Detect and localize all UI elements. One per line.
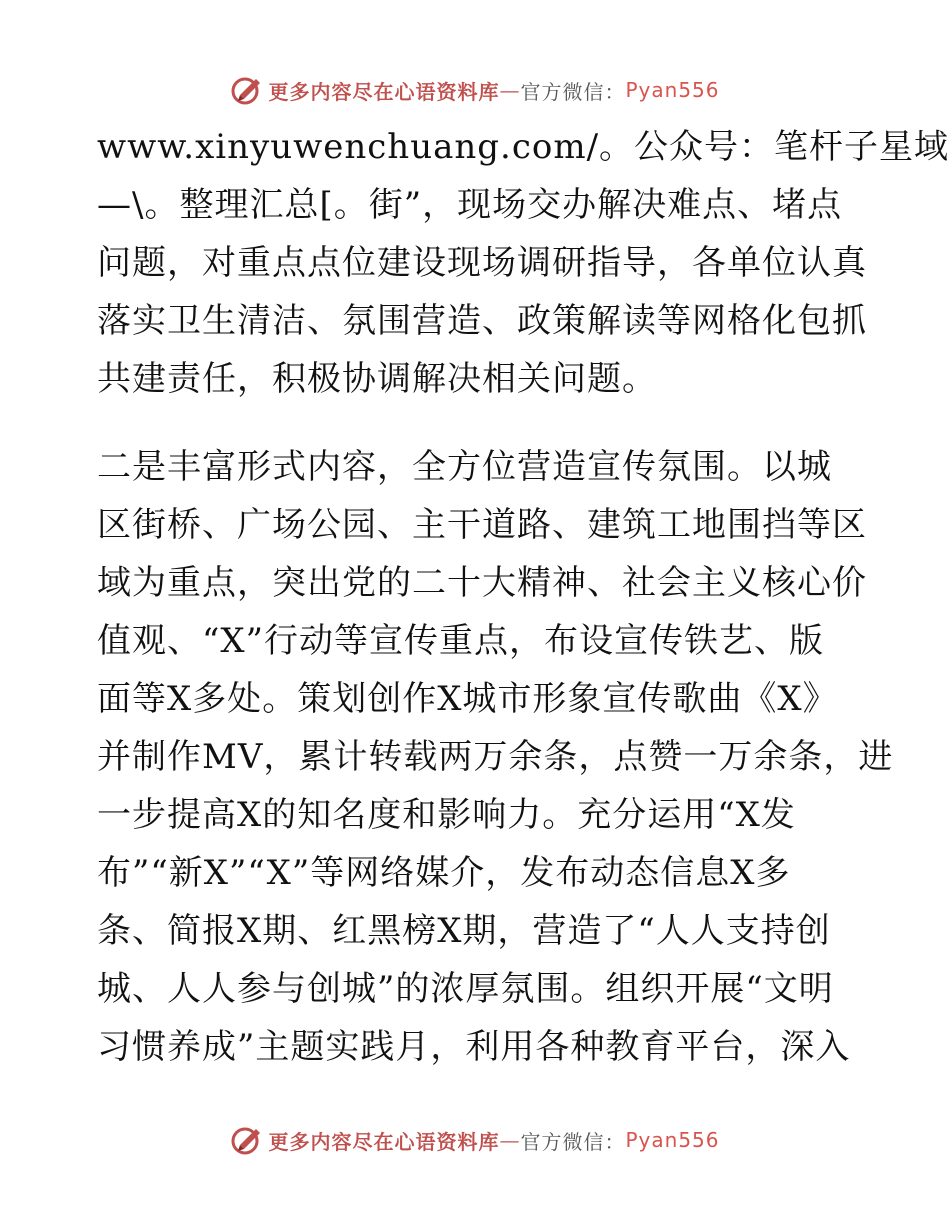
text-line: 区街桥、广场公园、主干道路、建筑工地围挡等区 <box>97 505 867 545</box>
text-line: www.xinyuwenchuang.com/。公众号：笔杆子星域 <box>97 127 950 167</box>
text-line: 域为重点，突出党的二十大精神、社会主义核心价 <box>97 563 867 603</box>
text-line: 习惯养成”主题实践月，利用各种教育平台，深入 <box>97 1027 851 1067</box>
header-separator: — <box>499 78 521 102</box>
document-body <box>97 118 950 1076</box>
header-wechat-id: Pyan556 <box>625 78 720 102</box>
pen-logo-icon <box>230 1123 264 1157</box>
header-brand-text: 更多内容尽在心语资料库 <box>268 79 500 104</box>
text-line: 面等X多处。策划创作X城市形象宣传歌曲《X》 <box>97 679 838 719</box>
paragraph-2 <box>97 438 894 1076</box>
text-line: 落实卫生清洁、氛围营造、政策解读等网格化包抓 <box>97 301 867 341</box>
paragraph-gap <box>97 408 867 438</box>
text-line: 二是丰富形式内容，全方位营造宣传氛围。以城 <box>97 447 832 487</box>
header-banner <box>0 70 950 110</box>
pen-logo-icon <box>230 73 264 107</box>
text-line: 布”“新X”“X”等网络媒介，发布动态信息X多 <box>97 853 791 893</box>
text-line: 值观、“X”行动等宣传重点，布设宣传铁艺、版 <box>97 621 824 661</box>
text-line: 并制作MV，累计转载两万余条，点赞一万余条，进 <box>97 737 894 777</box>
text-line: 条、简报X期、红黑榜X期，营造了“人人支持创 <box>97 911 831 951</box>
text-line: 城、人人参与创城”的浓厚氛围。组织开展“文明 <box>97 969 834 1009</box>
footer-banner <box>0 1120 950 1160</box>
paragraph-1 <box>97 118 950 408</box>
footer-wechat-id: Pyan556 <box>625 1128 720 1152</box>
text-line: 共建责任，积极协调解决相关问题。 <box>97 359 657 399</box>
header-wechat-label: 官方微信： <box>520 79 626 104</box>
footer-separator: — <box>499 1128 521 1152</box>
text-line: —\。整理汇总[。街”，现场交办解决难点、堵点 <box>97 185 843 225</box>
text-line: 一步提高X的知名度和影响力。充分运用“X发 <box>97 795 796 835</box>
text-line: 问题，对重点点位建设现场调研指导，各单位认真 <box>97 243 867 283</box>
footer-brand-text: 更多内容尽在心语资料库 <box>268 1129 500 1154</box>
footer-wechat-label: 官方微信： <box>520 1129 626 1154</box>
